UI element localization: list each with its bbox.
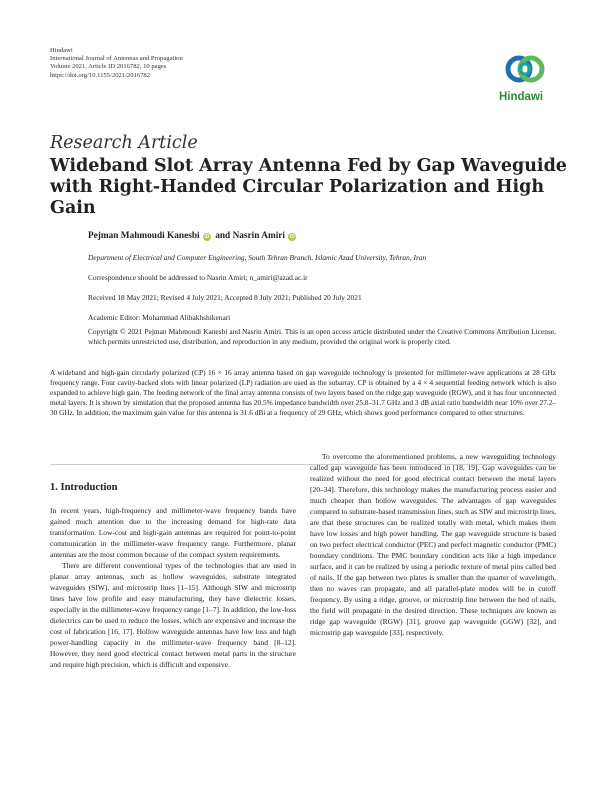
- journal-header: [50, 47, 183, 80]
- right-column: [310, 451, 556, 638]
- orcid-icon[interactable]: iD: [289, 234, 295, 240]
- publication-dates: Received 18 May 2021; Revised 4 July 2021; Accepted 8 July 2021; Published 20 July 2021: [88, 293, 362, 302]
- doi-link[interactable]: https://doi.org/10.1155/2021/2016782: [50, 71, 151, 79]
- academic-editor: Academic Editor: Mohammad Alibakhshikenari: [88, 313, 231, 322]
- author-conjunction: and: [215, 231, 231, 241]
- volume-info: Volume 2021, Article ID 2016782, 10 pages: [50, 63, 167, 71]
- copyright-notice: Copyright © 2021 Pejman Mahmoudi Kanesbi and Nasrin Amiri. This is an open access article distributed under the Creative Commons Attribution License, which permits unrestricted use, distribution, and reproduction in any medium, provided the original work is properly cited.: [88, 327, 556, 346]
- article-type: Research Article: [50, 133, 198, 153]
- hindawi-logo-text: Hindawi: [499, 91, 544, 103]
- journal-name: International Journal of Antennas and Propagation: [50, 55, 183, 63]
- author-name[interactable]: Nasrin Amiri: [232, 231, 285, 241]
- affiliation: Department of Electrical and Computer Engineering, South Tehran Branch, Islamic Azad University, Tehran, Iran: [88, 253, 427, 262]
- paragraph: There are different conventional types of the technologies that are used in planar array antennas, such as hollow waveguides, substrate integrated waveguides (SIW), and microstrip lines [1–15]. Although SIW and microstrip lines have low profile and easy manufacturing, they have dielectric losses, especially in the millimeter-wave frequency range [1–7]. In addition, the low-loss dielectrics can be used to reduce the losses, which are expensive and increase the cost of fabrication [16, 17]. Hollow waveguide antennas have low loss and high power-handling capacity in the millimeter-wave frequency band [8–12]. However, they need good electrical contact between metal parts in the structure and require high precision, which is difficult and expensive.: [50, 561, 296, 669]
- correspondence: Correspondence should be addressed to Nasrin Amiri; n_amiri@azad.ac.ir: [88, 273, 308, 282]
- abstract: A wideband and high-gain circularly polarized (CP) 16 × 16 array antenna based on gap waveguide technology is presented for millimeter-wave applications at 28 GHz frequency range. Four cavity-backed slots with linear polarized (LP) radiation are used as the subarray. CP is obtained by a 4 × 4 sequential feeding network which is also expanded to achieve high gain. The feeding network of the final array antenna consists of two layers based on the ridge gap waveguide (RGW), and it has four unconnected metal layers. It is shown by simulation that the proposed antenna has 20.5% impedance bandwidth over 25.8–31.7 GHz and 3 dB axial ratio bandwidth near 10% over 27.2–30 GHz. In addition, the maximum gain value for this antenna is 31.6 dBi at a frequency of 29 GHz, which shows good performance compared to other structures.: [50, 368, 556, 417]
- paragraph: In recent years, high-frequency and millimeter-wave frequency bands have gained much attention due to the increasing demand for high-rate data transformation. Low-cost and high-gain antennas are required for point-to-point communication in the millimeter-wave frequency range. Furthermore, planar antennas are the most common because of the compact system requirements.: [50, 506, 296, 559]
- left-column: [50, 505, 296, 670]
- section-heading: 1. Introduction: [50, 482, 118, 493]
- author-name[interactable]: Pejman Mahmoudi Kanesbi: [88, 231, 200, 241]
- paragraph: To overcome the aforementioned problems, a new waveguiding technology called gap waveguide has been introduced in [18, 19]. Gap waveguides can be realized without the need for good electrical contact between the metal layers [20–34]. Therefore, this technology makes the manufacturing process easier and much cheaper than hollow waveguides. The advantages of gap waveguides compared to substrate-based transmission lines, such as SIW and microstrip lines, are that these structures can be realized totally with metal, which makes them have low losses and high power handling. The gap waveguide structure is based on two perfect electrical conductor (PEC) and perfect magnetic conductor (PMC) boundary conditions. The PMC boundary condition acts like a high impedance surface, and it can be realized by using a periodic texture of metal pins called bed of nails. If the gap between two plates is smaller than the quarter of wavelength, then no waves can propagate, and all parallel-plate modes will be in cutoff frequency. By using a ridge, groove, or microstrip line between the bed of nails, the field will propagate in the desired direction. These techniques are known as ridge gap waveguide (RGW) [31], groove gap waveguide (GGW) [32], and microstrip gap waveguide [33], respectively.: [310, 452, 556, 637]
- author-list: [88, 231, 298, 241]
- publisher-name: Hindawi: [50, 47, 73, 54]
- article-title: Wideband Slot Array Antenna Fed by Gap Waveguide with Right-Handed Circular Polarization and High Gain: [50, 156, 567, 218]
- orcid-icon[interactable]: iD: [204, 234, 210, 240]
